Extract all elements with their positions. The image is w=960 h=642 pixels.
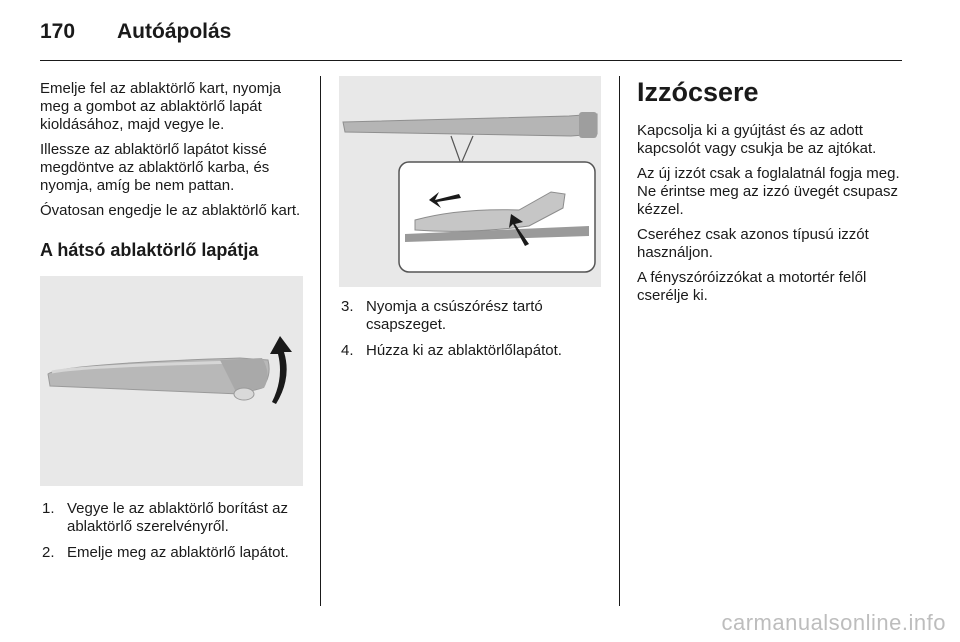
list-item [339,342,601,360]
step-number: 2. [42,544,55,561]
column-1 [40,80,308,261]
steps-list-col1 [40,500,305,570]
column-3 [637,76,903,312]
figure-rear-wiper-arm [40,276,303,486]
paragraph: Kapcsolja ki a gyújtást és az adott kapcsolót vagy csukja be az ajtókat. [637,122,877,157]
figure-wiper-blade-detail [339,76,601,287]
wiper-blade-illustration [339,76,601,287]
paragraph: Óvatosan engedje le az ablaktörlő kart. [40,202,301,219]
wiper-pivot [234,388,254,400]
step-text: Húzza ki az ablaktörlőlapátot. [366,342,562,359]
column-divider-left [320,76,321,606]
step-text: Emelje meg az ablaktörlő lapátot. [67,544,289,561]
paragraph: Cseréhez csak azonos típusú izzót használjon. [637,226,869,261]
wiper-end-cap [579,112,597,138]
paragraph: Illessze az ablaktörlő lapátot kissé megdöntve az ablaktörlő karba, és nyomja, amíg be nem pattan. [40,141,270,194]
step-number: 4. [341,342,354,359]
callout-line [451,136,473,164]
wiper-arm-top [343,114,597,136]
wiper-arm-illustration [40,276,303,486]
step-text: Vegye le az ablaktörlő borítást az ablaktörlő szerelvényről. [67,500,288,535]
section-title: Autóápolás [117,20,232,43]
step-text: Nyomja a csúszórész tartó csapszeget. [366,298,543,333]
column-divider-right [619,76,620,606]
section-heading: Izzócsere [637,77,759,107]
list-item [339,298,601,334]
page-number: 170 [40,20,76,43]
step-number: 3. [341,298,354,315]
steps-list-col2 [339,298,601,368]
lift-arrow-icon [270,336,292,404]
watermark: carmanualsonline.info [721,610,946,635]
header-rule [40,60,902,61]
paragraph: Emelje fel az ablaktörlő kart, nyomja meg a gombot az ablaktörlő lapát kioldásához, majd vegye le. [40,80,281,133]
list-item [40,500,305,536]
list-item [40,544,305,562]
paragraph: A fényszóróizzókat a motortér felől cserélje ki. [637,269,867,304]
page-header [40,20,231,50]
subheading: A hátsó ablaktörlő lapátja [40,240,259,260]
paragraph: Az új izzót csak a foglalatnál fogja meg. Ne érintse meg az izzó üvegét csupasz kézzel. [637,165,900,218]
step-number: 1. [42,500,55,517]
